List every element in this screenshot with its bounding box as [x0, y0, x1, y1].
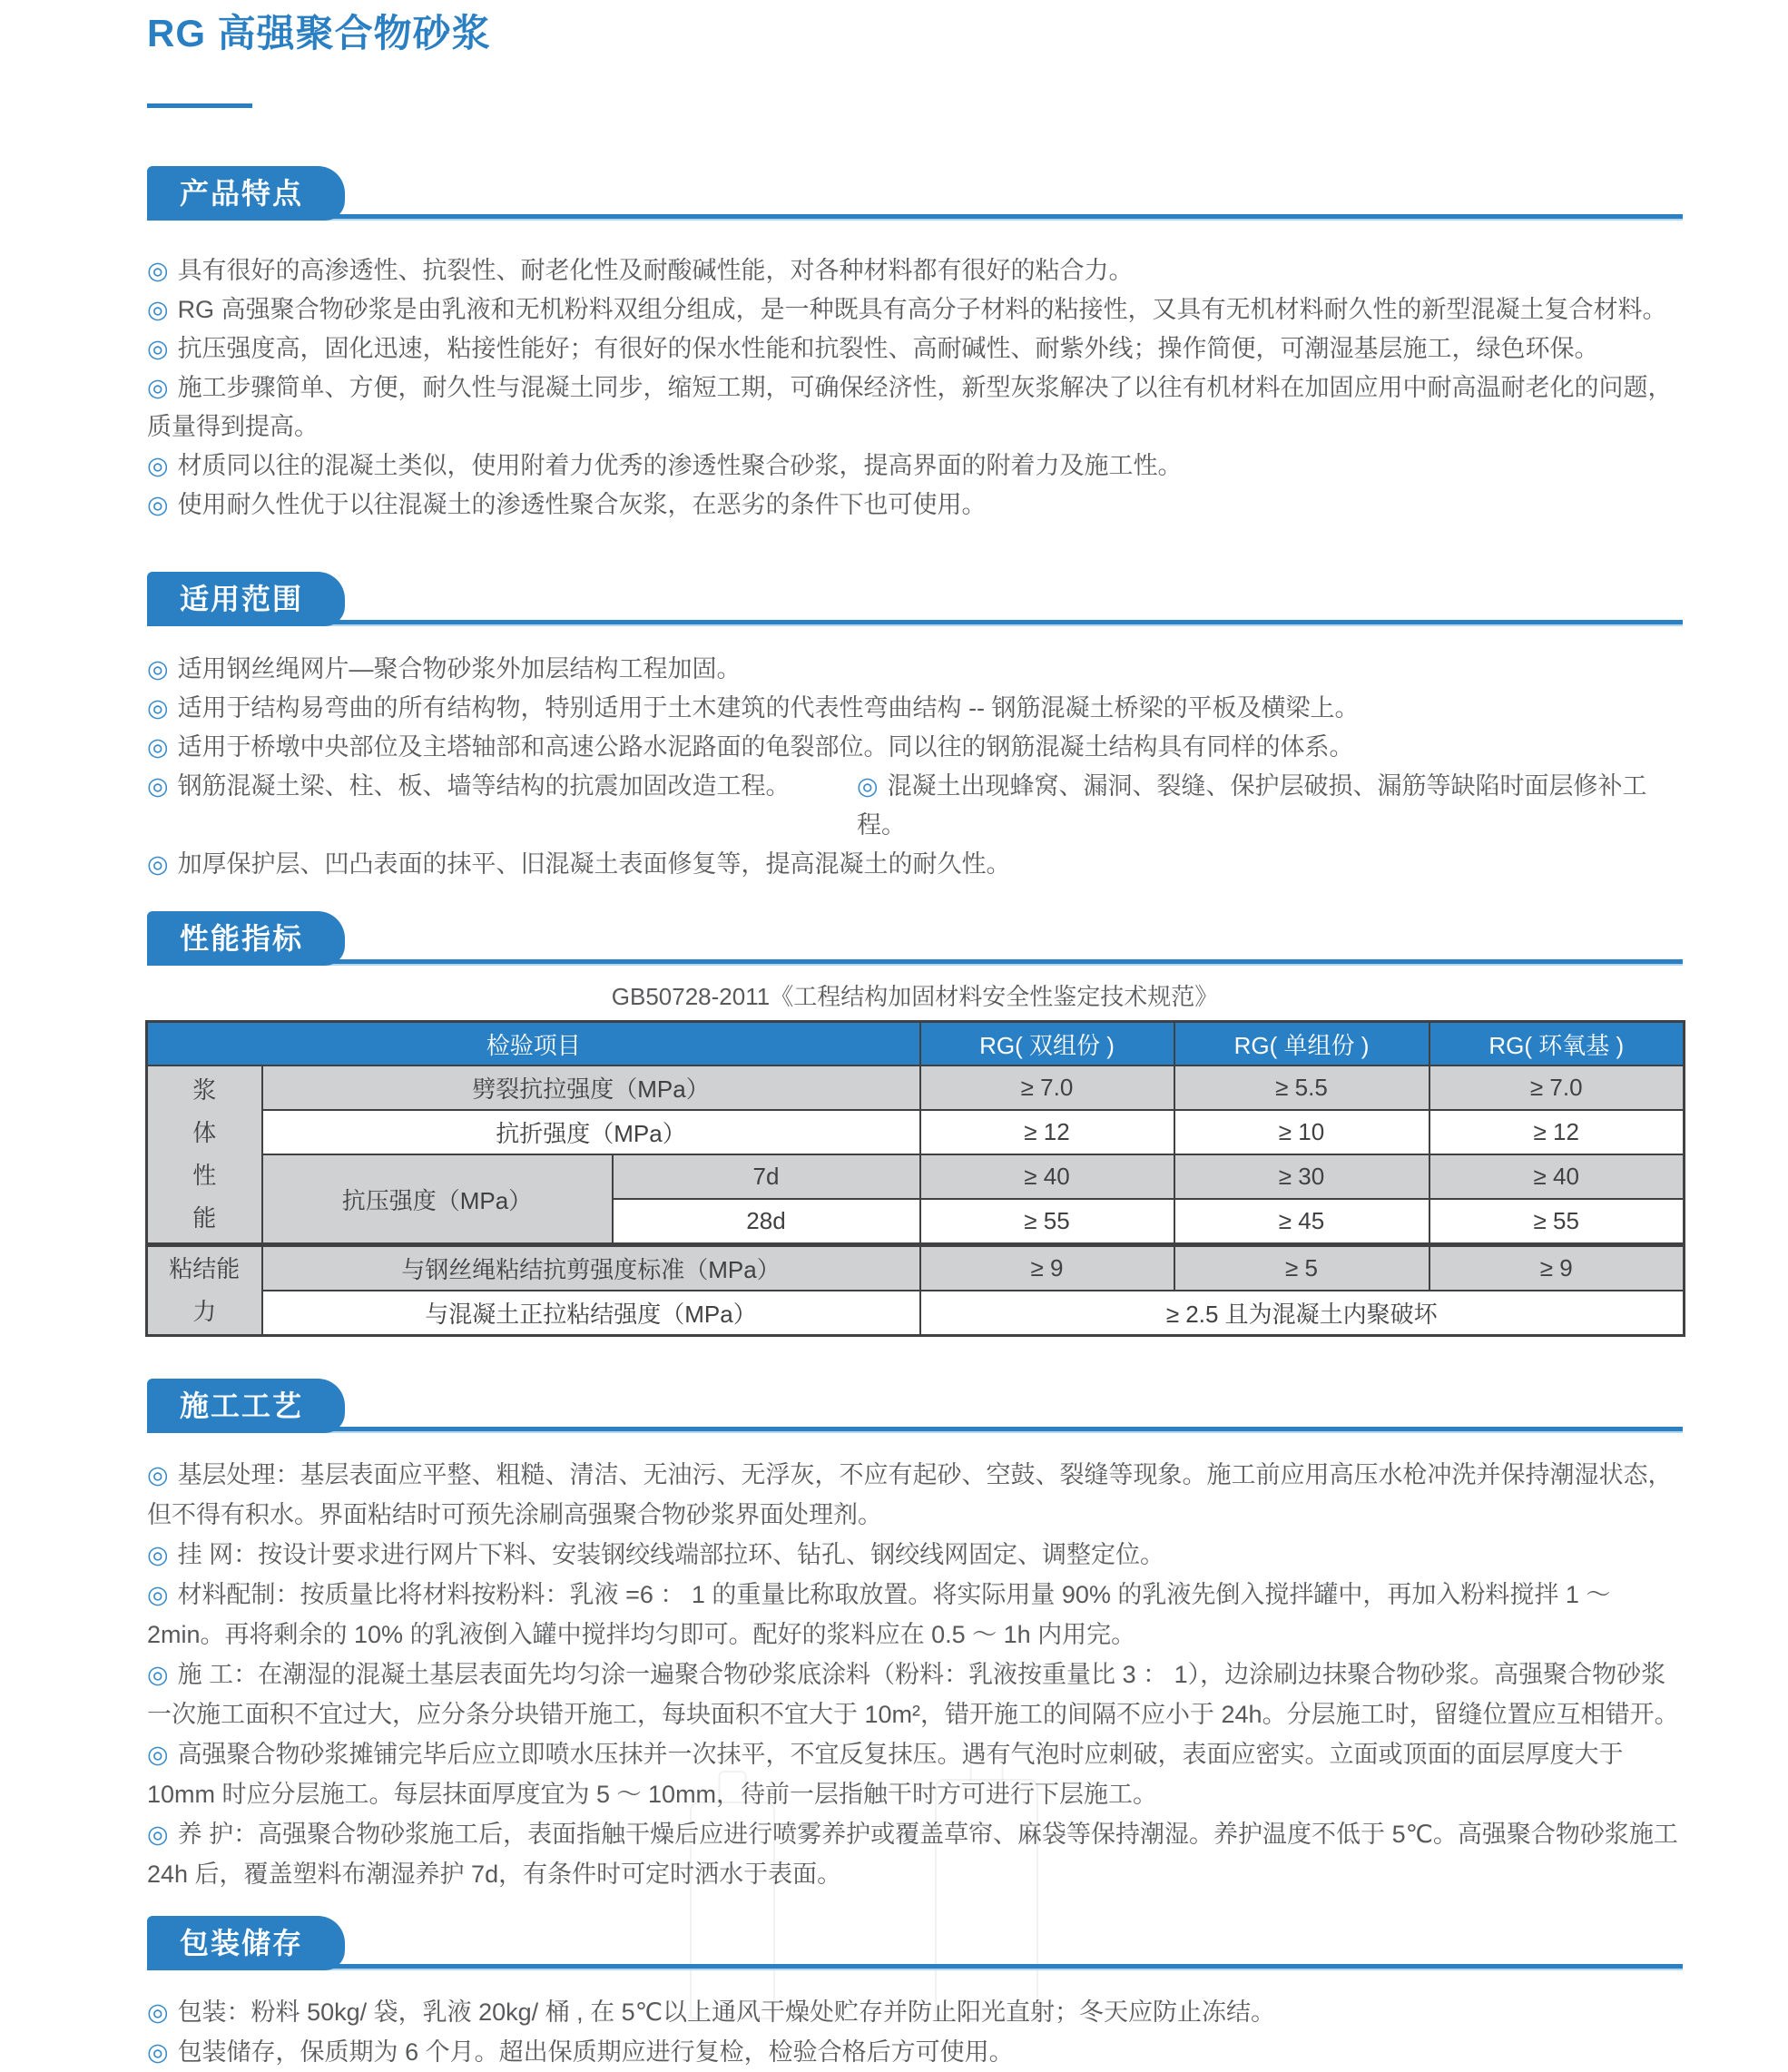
cell-value: ≥ 5.5 — [1174, 1065, 1429, 1110]
sub-row-label-7d: 7d — [613, 1154, 920, 1199]
section-scope — [147, 572, 1683, 884]
col-header-rg-double: RG( 双组份 ) — [920, 1022, 1174, 1066]
section-process — [147, 1379, 1683, 1894]
cell-value: ≥ 12 — [920, 1110, 1174, 1154]
bullet-icon: ◎ — [147, 655, 169, 682]
row-group-label-slurry: 浆体性能 — [147, 1065, 262, 1245]
cell-value: ≥ 55 — [1429, 1199, 1685, 1245]
section-rule — [147, 959, 1683, 966]
table-row-shear — [147, 1245, 1685, 1291]
storage-list — [147, 1992, 1683, 2072]
list-item — [147, 2032, 1683, 2072]
list-item — [147, 1814, 1683, 1894]
section-tab-scope: 适用范围 — [147, 572, 345, 626]
list-item — [147, 251, 1683, 290]
bullet-icon: ◎ — [147, 1461, 169, 1488]
list-item-text: 适用钢丝绳网片—聚合物砂浆外加层结构工程加固。 — [177, 655, 742, 682]
bullet-icon: ◎ — [147, 772, 169, 800]
cell-value-span: ≥ 2.5 且为混凝土内聚破坏 — [920, 1291, 1685, 1336]
list-item-text: 具有很好的高渗透性、抗裂性、耐老化性及耐酸碱性能，对各种材料都有很好的粘合力。 — [177, 257, 1134, 284]
list-item-text: 材料配制：按质量比将材料按粉料：乳液 =6 ： 1 的重量比称取放置。将实际用量 90% 的乳液先倒入搅拌罐中，再加入粉料搅拌 1 ～ 2min。再将剩余的 10% 的乳液倒入罐中搅拌均匀即可。配好的浆料应在 0.5 ～ 1h 内用完。 — [147, 1581, 1611, 1648]
page-title: RG 高强聚合物砂浆 — [147, 12, 491, 54]
performance-table — [145, 1020, 1685, 1337]
cell-value: ≥ 9 — [1429, 1245, 1685, 1291]
row-group-label-bond: 粘结能力 — [147, 1245, 262, 1336]
col-header-rg-single: RG( 单组份 ) — [1174, 1022, 1429, 1066]
list-item — [147, 1655, 1683, 1734]
row-label: 与混凝土正拉粘结强度（MPa） — [262, 1291, 920, 1336]
table-row-normal-bond — [147, 1291, 1685, 1336]
list-item — [147, 845, 1683, 884]
list-item — [147, 1992, 1683, 2032]
process-list — [147, 1455, 1683, 1894]
section-header — [147, 1379, 1683, 1433]
list-item — [147, 1575, 1683, 1655]
section-header — [147, 166, 1683, 221]
cell-value: ≥ 9 — [920, 1245, 1174, 1291]
row-label-compressive: 抗压强度（MPa） — [262, 1154, 613, 1245]
list-item-text: 材质同以往的混凝土类似，使用附着力优秀的渗透性聚合砂浆，提高界面的附着力及施工性。 — [177, 452, 1183, 479]
section-rule — [147, 620, 1683, 626]
cell-value: ≥ 7.0 — [1429, 1065, 1685, 1110]
bullet-icon: ◎ — [147, 733, 169, 761]
bullet-icon: ◎ — [147, 1661, 169, 1688]
list-item-text: 抗压强度高，固化迅速，粘接性能好；有很好的保水性能和抗裂性、高耐碱性、耐紫外线；操作简便，可潮湿基层施工，绿色环保。 — [177, 335, 1599, 362]
table-header-row — [147, 1022, 1685, 1066]
list-item-text: 高强聚合物砂浆摊铺完毕后应立即喷水压抹并一次抹平，不宜反复抹压。遇有气泡时应刺破，表面应密实。立面或顶面的面层厚度大于 10mm 时应分层施工。每层抹面厚度宜为 5 ～ 10mm，待前一层指触干时方可进行下层施工。 — [147, 1741, 1624, 1808]
bullet-icon: ◎ — [147, 2038, 169, 2066]
bullet-icon: ◎ — [147, 1541, 169, 1568]
bullet-icon: ◎ — [147, 335, 169, 362]
list-item-text: 适用于桥墩中央部位及主塔轴部和高速公路水泥路面的龟裂部位。同以往的钢筋混凝土结构具有同样的体系。 — [177, 733, 1354, 761]
sub-row-label-28d: 28d — [613, 1199, 920, 1245]
cell-value: ≥ 5 — [1174, 1245, 1429, 1291]
section-performance — [147, 911, 1683, 1337]
list-item-text: 养 护：高强聚合物砂浆施工后，表面指触干燥后应进行喷雾养护或覆盖草帘、麻袋等保持潮湿。养护温度不低于 5℃。高强聚合物砂浆施工 24h 后，覆盖塑料布潮湿养护 7d，有条件时可定时洒水于表面。 — [147, 1821, 1678, 1888]
bullet-icon: ◎ — [147, 491, 169, 518]
list-item — [147, 650, 1683, 689]
cell-value: ≥ 10 — [1174, 1110, 1429, 1154]
cell-value: ≥ 30 — [1174, 1154, 1429, 1199]
cell-value: ≥ 12 — [1429, 1110, 1685, 1154]
bullet-icon: ◎ — [147, 1998, 169, 2026]
section-features — [147, 166, 1683, 525]
list-item — [147, 290, 1683, 329]
section-tab-storage: 包装储存 — [147, 1916, 345, 1970]
list-item-text: 施工步骤简单、方便，耐久性与混凝土同步，缩短工期，可确保经济性，新型灰浆解决了以往有机材料在加固应用中耐高温耐老化的问题，质量得到提高。 — [147, 374, 1673, 440]
bullet-icon: ◎ — [147, 296, 169, 323]
scope-list — [147, 650, 1683, 884]
list-item — [147, 689, 1683, 728]
section-header — [147, 1916, 1683, 1970]
list-item-text: 施 工：在潮湿的混凝土基层表面先均匀涂一遍聚合物砂浆底涂料（粉料：乳液按重量比 3 ： 1），边涂刷边抹聚合物砂浆。高强聚合物砂浆一次施工面积不宜过大，应分条分块错开施工，每块面积不宜大于 10m²，错开施工的间隔不应小于 24h。分层施工时，留缝位置应互相错开。 — [147, 1661, 1679, 1728]
bullet-icon: ◎ — [147, 1581, 169, 1608]
list-item — [147, 767, 857, 845]
title-underline — [147, 103, 252, 108]
bullet-icon: ◎ — [147, 694, 169, 722]
list-item-text: 混凝土出现蜂窝、漏洞、裂缝、保护层破损、漏筋等缺陷时面层修补工程。 — [857, 772, 1647, 839]
section-tab-performance: 性能指标 — [147, 911, 345, 966]
section-storage — [147, 1916, 1683, 2072]
cell-value: ≥ 40 — [1429, 1154, 1685, 1199]
list-item-text: 使用耐久性优于以往混凝土的渗透性聚合灰浆，在恶劣的条件下也可使用。 — [177, 491, 987, 518]
section-rule — [147, 214, 1683, 221]
col-header-rg-epoxy: RG( 环氧基 ) — [1429, 1022, 1685, 1066]
col-header-item: 检验项目 — [147, 1022, 920, 1066]
list-item-text: 适用于结构易弯曲的所有结构物，特别适用于土木建筑的代表性弯曲结构 -- 钢筋混凝土桥梁的平板及横梁上。 — [177, 694, 1360, 722]
list-item-text: 基层处理：基层表面应平整、粗糙、清洁、无油污、无浮灰，不应有起砂、空鼓、裂缝等现象。施工前应用高压水枪冲洗并保持潮湿状态，但不得有积水。界面粘结时可预先涂刷高强聚合物砂浆界面处理剂。 — [147, 1461, 1673, 1528]
section-tab-features: 产品特点 — [147, 166, 345, 221]
list-item — [147, 447, 1683, 486]
table-row-compressive-7d — [147, 1154, 1685, 1199]
bullet-icon: ◎ — [147, 452, 169, 479]
list-item-text: 包装：粉料 50kg/ 袋，乳液 20kg/ 桶 , 在 5℃以上通风干燥处贮存并防止阳光直射；冬天应防止冻结。 — [177, 1998, 1276, 2026]
bullet-icon: ◎ — [147, 1821, 169, 1848]
table-row-split-tensile — [147, 1065, 1685, 1110]
section-header — [147, 572, 1683, 626]
section-rule — [147, 1427, 1683, 1433]
bullet-icon: ◎ — [147, 850, 169, 878]
list-item — [147, 728, 1683, 767]
cell-value: ≥ 7.0 — [920, 1065, 1174, 1110]
list-item-text: 包装储存，保质期为 6 个月。超出保质期应进行复检，检验合格后方可使用。 — [177, 2038, 1014, 2066]
row-label: 抗折强度（MPa） — [262, 1110, 920, 1154]
section-header — [147, 911, 1683, 966]
section-tab-process: 施工工艺 — [147, 1379, 345, 1433]
list-item-text: 加厚保护层、凹凸表面的抹平、旧混凝土表面修复等，提高混凝土的耐久性。 — [177, 850, 1011, 878]
row-label: 与钢丝绳粘结抗剪强度标准（MPa） — [262, 1245, 920, 1291]
table-caption: GB50728-2011《工程结构加固材料安全性鉴定技术规范》 — [611, 983, 1219, 1010]
bullet-icon: ◎ — [147, 374, 169, 401]
cell-value: ≥ 55 — [920, 1199, 1174, 1245]
list-item-text: RG 高强聚合物砂浆是由乳液和无机粉料双组分组成，是一种既具有高分子材料的粘接性，又具有无机材料耐久性的新型混凝土复合材料。 — [177, 296, 1667, 323]
list-item — [147, 368, 1683, 447]
list-item — [147, 486, 1683, 525]
list-item — [147, 1535, 1683, 1575]
section-rule — [147, 1964, 1683, 1970]
cell-value: ≥ 40 — [920, 1154, 1174, 1199]
list-item-text: 挂 网：按设计要求进行网片下料、安装钢绞线端部拉环、钻孔、钢绞线网固定、调整定位。 — [177, 1541, 1165, 1568]
cell-value: ≥ 45 — [1174, 1199, 1429, 1245]
bullet-icon: ◎ — [147, 1741, 169, 1768]
list-item — [147, 1734, 1683, 1814]
list-item — [857, 767, 1683, 845]
bullet-icon: ◎ — [857, 772, 879, 800]
row-label: 劈裂抗拉强度（MPa） — [262, 1065, 920, 1110]
table-row-flexural — [147, 1110, 1685, 1154]
list-item — [147, 1455, 1683, 1535]
bullet-icon: ◎ — [147, 257, 169, 284]
list-item — [147, 329, 1683, 368]
list-item-text: 钢筋混凝土梁、柱、板、墙等结构的抗震加固改造工程。 — [177, 772, 791, 800]
features-list — [147, 251, 1683, 525]
list-item-pair — [147, 767, 1683, 845]
